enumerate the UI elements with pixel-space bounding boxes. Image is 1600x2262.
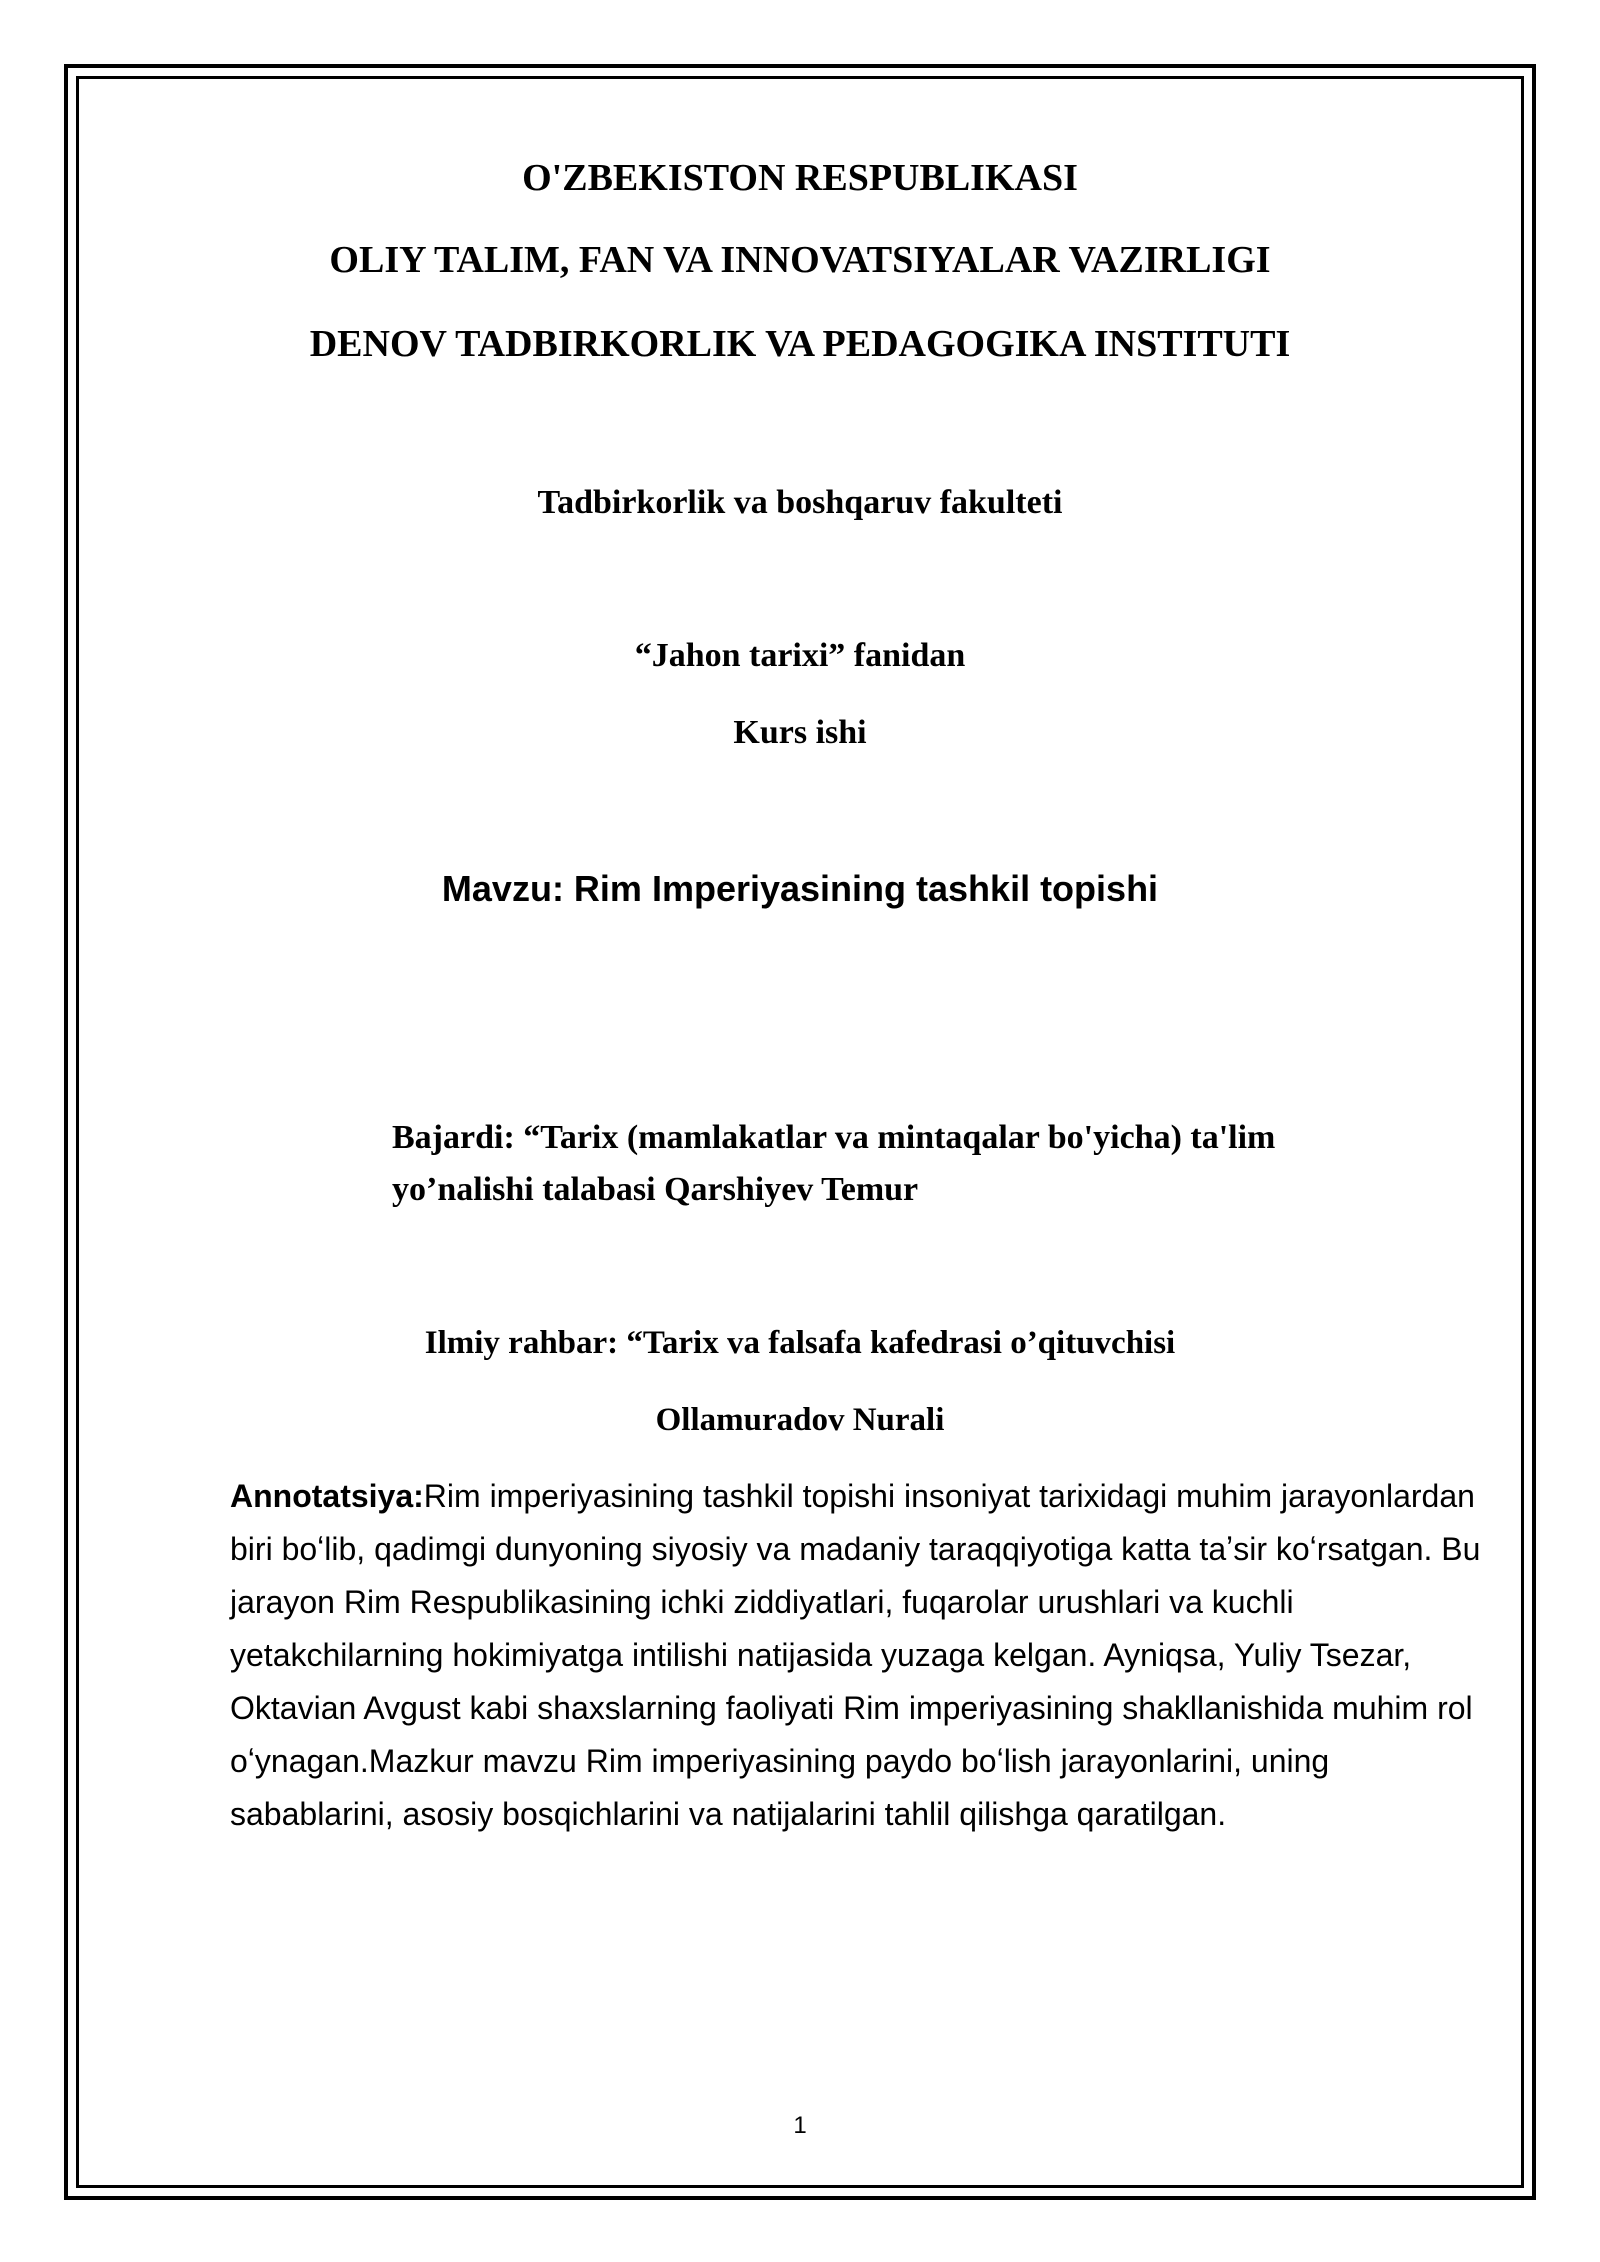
- subject-line: “Jahon tarixi” fanidan: [634, 637, 966, 674]
- supervisor-name: Ollamuradov Nurali: [655, 1402, 945, 1438]
- page-number: 1: [793, 2112, 807, 2139]
- performer-block: [392, 1112, 1275, 1216]
- header-institute: DENOV TADBIRKORLIK VA PEDAGOGIKA INSTITUTI: [309, 323, 1291, 365]
- performer-line-1: Bajardi: “Tarix (mamlakatlar va mintaqalar bo'yicha) ta'lim: [392, 1119, 1276, 1156]
- annotation-paragraph: [230, 1470, 1500, 1841]
- topic-title: Mavzu: Rim Imperiyasining tashkil topishi: [441, 868, 1159, 909]
- faculty-name: Tadbirkorlik va boshqaruv fakulteti: [537, 484, 1063, 521]
- header-ministry: OLIY TALIM, FAN VA INNOVATSIYALAR VAZIRLIGI: [329, 239, 1271, 281]
- header-country: O'ZBEKISTON RESPUBLIKASI: [522, 157, 1078, 199]
- annotation-label: Annotatsiya:: [230, 1478, 424, 1514]
- supervisor-line-1: Ilmiy rahbar: “Tarix va falsafa kafedrasi o’qituvchisi: [424, 1325, 1176, 1361]
- annotation-text: Rim imperiyasining tashkil topishi insoniyat tarixidagi muhim jarayonlardan biri boʻlib, qadimgi dunyoning siyosiy va madaniy taraqqiyotiga katta taʼsir koʻrsatgan. Bu jarayon Rim Respublikasining ichki ziddiyatlari, fuqarolar urushlari va kuchli yetakchilarning hokimiyatga intilishi natijasida yuzaga kelgan. Ayniqsa, Yuliy Tsezar, Oktavian Avgust kabi shaxslarning faoliyati Rim imperiyasining shakllanishida muhim rol oʻynagan.Mazkur mavzu Rim imperiyasining paydo boʻlish jarayonlarini, uning sabablarini, asosiy bosqichlarini va natijalarini tahlil qilishga qaratilgan.: [230, 1478, 1481, 1832]
- performer-line-2: yo’nalishi talabasi Qarshiyev Temur: [392, 1171, 919, 1208]
- work-type: Kurs ishi: [733, 714, 867, 751]
